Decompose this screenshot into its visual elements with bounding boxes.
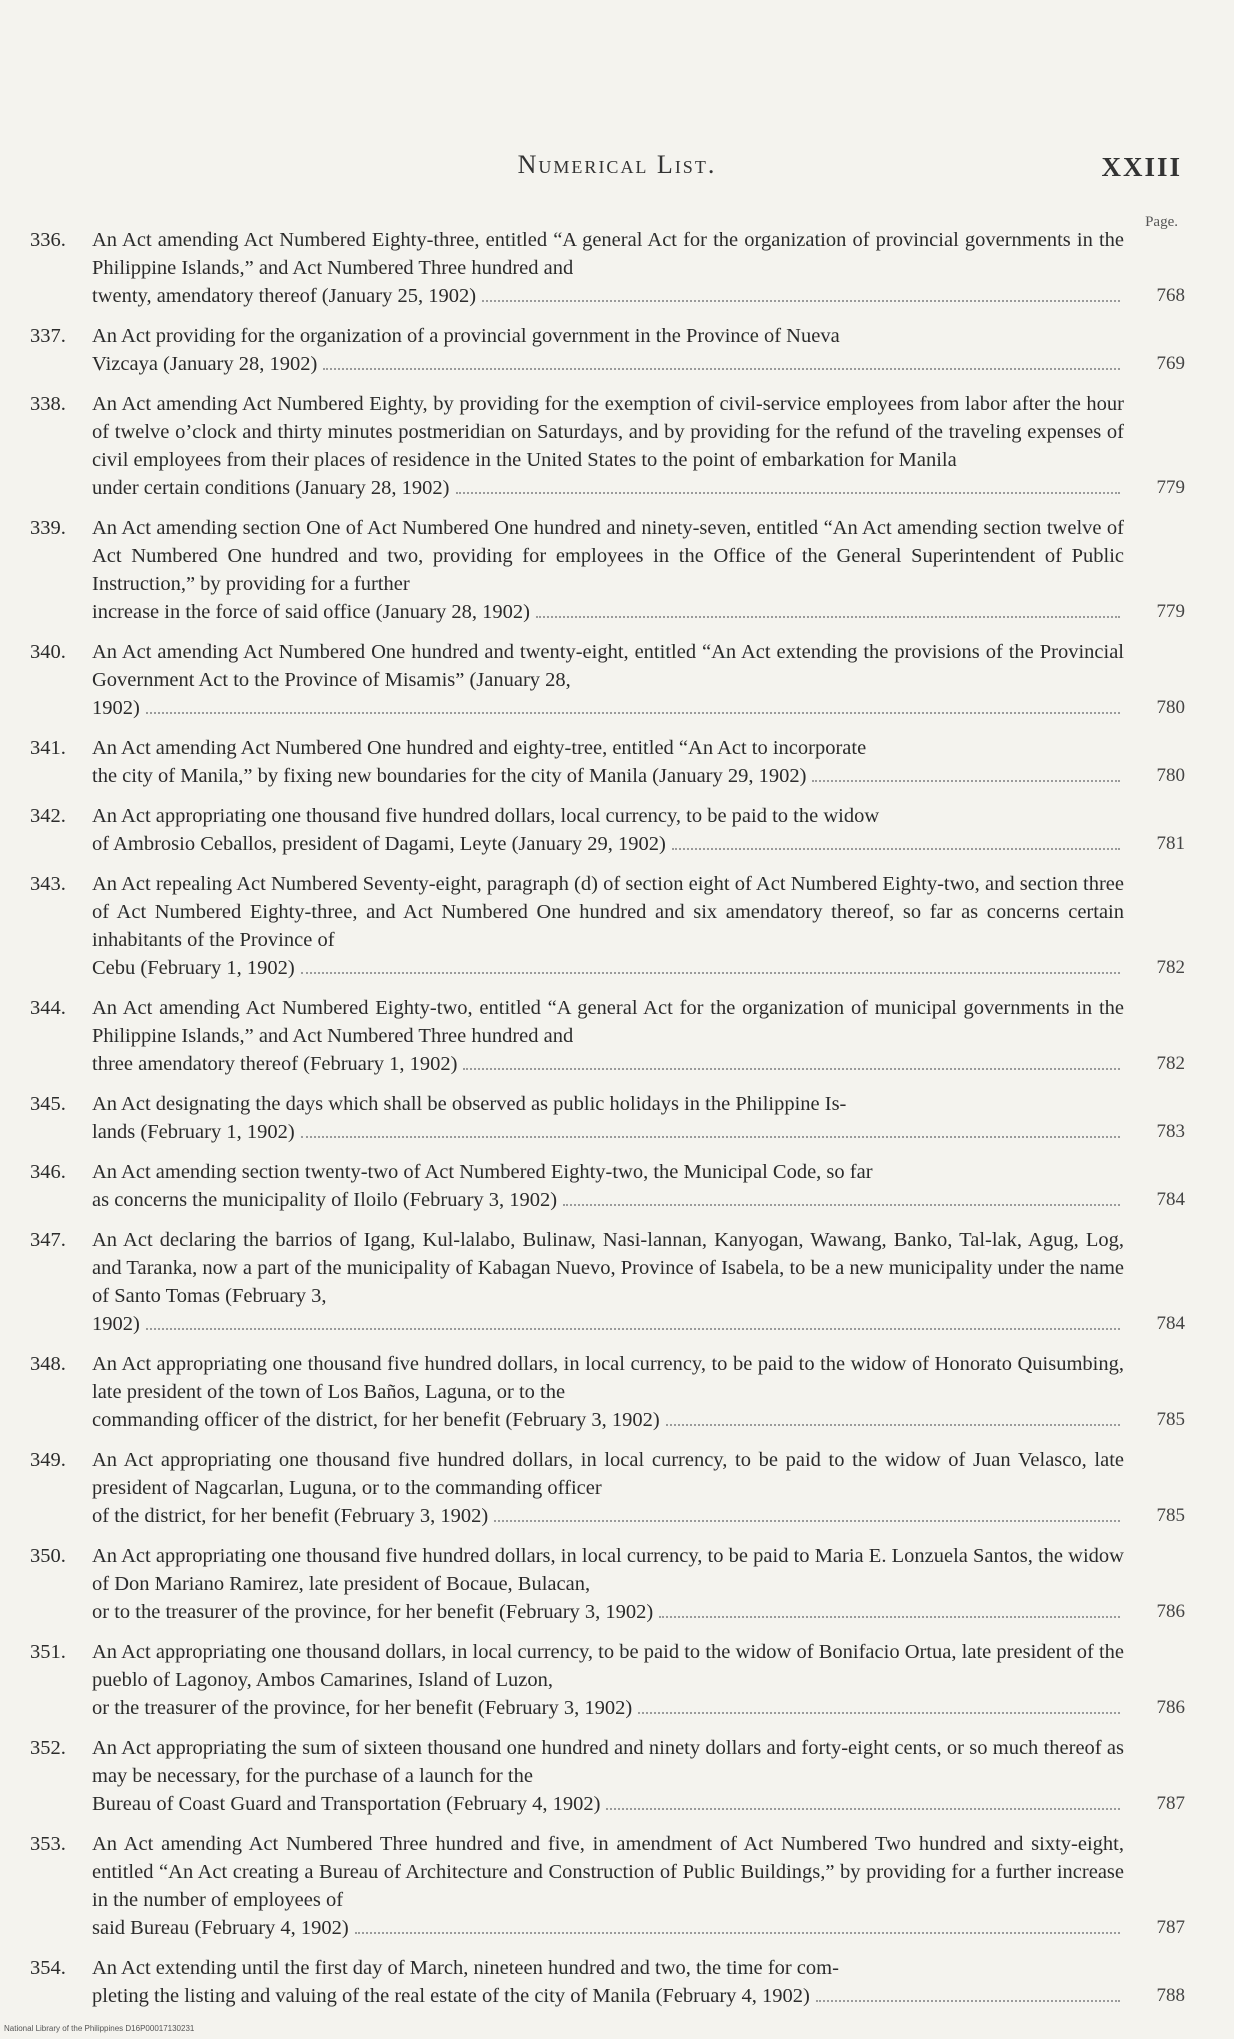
leader-dots bbox=[638, 1712, 1120, 1714]
act-page: 783 bbox=[1156, 1121, 1185, 1142]
act-text-end: three amendatory thereof (February 1, 1902) bbox=[92, 1053, 458, 1075]
act-page: 782 bbox=[1156, 1053, 1185, 1074]
act-text: An Act appropriating one thousand dollars, in local currency, to be paid to the widow of Bonifacio Ortua, late president of the pueblo of Lagonoy, Ambos Camarines, Island of Luzon, bbox=[92, 1641, 1124, 1691]
act-number: 339. bbox=[30, 517, 66, 539]
act-page: 779 bbox=[1156, 601, 1185, 622]
act-number: 340. bbox=[30, 641, 66, 663]
act-description bbox=[92, 390, 1130, 502]
act-last-line bbox=[92, 1310, 1124, 1338]
leader-dots bbox=[482, 300, 1120, 302]
act-last-line bbox=[92, 282, 1124, 310]
list-item bbox=[30, 638, 1185, 722]
acts-list bbox=[30, 226, 1185, 2022]
leader-dots bbox=[355, 1932, 1120, 1934]
act-page: 788 bbox=[1156, 1985, 1185, 2006]
act-text: An Act appropriating one thousand five hundred dollars, in local currency, to be paid to Maria E. Lonzuela Santos, the widow of Don Mariano Ramirez, late president of Bocaue, Bulacan, bbox=[92, 1545, 1124, 1595]
act-text: An Act amending Act Numbered Three hundred and five, in amendment of Act Numbered Two hundred and sixty-eight, entitled “An Act creating a Bureau of Architecture and Construction of Public Buildings,” by providing for a further increase in the number of employees of bbox=[92, 1833, 1124, 1911]
page-number: XXIII bbox=[1101, 152, 1182, 182]
act-text: An Act declaring the barrios of Igang, Kul-lalabo, Bulinaw, Nasi-lannan, Kanyogan, Wawang, Banko, Tal-lak, Agug, Log, and Taranka, now a part of the municipality of Kabagan Nuevo, Province of Isabela, to be a new municipality under the name of Santo Tomas (February 3, bbox=[92, 1229, 1124, 1307]
act-page: 784 bbox=[1156, 1189, 1185, 1210]
act-number: 348. bbox=[30, 1353, 66, 1375]
act-description bbox=[92, 734, 1130, 790]
leader-dots bbox=[606, 1808, 1120, 1810]
leader-dots bbox=[563, 1204, 1120, 1206]
leader-dots bbox=[666, 1424, 1120, 1426]
act-number: 351. bbox=[30, 1641, 66, 1663]
act-page: 781 bbox=[1156, 833, 1185, 854]
act-text: An Act amending Act Numbered One hundred and eighty-tree, entitled “An Act to incorporate bbox=[92, 737, 867, 759]
act-description bbox=[92, 1734, 1130, 1818]
act-last-line bbox=[92, 1914, 1124, 1942]
act-page: 787 bbox=[1156, 1917, 1185, 1938]
footer-stamp: National Library of the Philippines D16P00017130231 bbox=[4, 2024, 195, 2033]
act-page: 786 bbox=[1156, 1697, 1185, 1718]
list-item bbox=[30, 322, 1185, 378]
leader-dots bbox=[536, 616, 1120, 618]
act-page: 784 bbox=[1156, 1313, 1185, 1334]
leader-dots bbox=[812, 780, 1120, 782]
act-text-end: twenty, amendatory thereof (January 25, 1902) bbox=[92, 285, 477, 307]
act-number: 344. bbox=[30, 997, 66, 1019]
act-text-end: 1902) bbox=[92, 1313, 140, 1335]
act-text: An Act amending section twenty-two of Act Numbered Eighty-two, the Municipal Code, so far bbox=[92, 1161, 873, 1183]
list-item bbox=[30, 1158, 1185, 1214]
act-text-end: 1902) bbox=[92, 697, 140, 719]
act-page: 782 bbox=[1156, 957, 1185, 978]
act-description bbox=[92, 1542, 1130, 1626]
act-last-line bbox=[92, 762, 1124, 790]
act-text: An Act appropriating one thousand five hundred dollars, in local currency, to be paid to the widow of Juan Velasco, late president of Nagcarlan, Luguna, or to the commanding officer bbox=[92, 1449, 1124, 1499]
list-item bbox=[30, 1638, 1185, 1722]
act-text-end: increase in the force of said office (January 28, 1902) bbox=[92, 601, 530, 623]
act-text: An Act appropriating one thousand five hundred dollars, in local currency, to be paid to the widow of Honorato Quisumbing, late president of the town of Los Baños, Laguna, or to the bbox=[92, 1353, 1124, 1403]
act-page: 785 bbox=[1156, 1409, 1185, 1430]
act-page: 779 bbox=[1156, 477, 1185, 498]
act-number: 349. bbox=[30, 1449, 66, 1471]
act-number: 346. bbox=[30, 1161, 66, 1183]
act-description bbox=[92, 1638, 1130, 1722]
list-item bbox=[30, 1226, 1185, 1338]
leader-dots bbox=[146, 1328, 1120, 1330]
leader-dots bbox=[816, 2000, 1120, 2002]
act-text: An Act appropriating the sum of sixteen thousand one hundred and ninety dollars and forty-eight cents, or so much thereof as may be necessary, for the purchase of a launch for the bbox=[92, 1737, 1124, 1787]
act-text: An Act amending Act Numbered Eighty-three, entitled “A general Act for the organization of provincial governments in the Philippine Islands,” and Act Numbered Three hundred and bbox=[92, 229, 1124, 279]
page-title: Numerical List. bbox=[517, 150, 717, 179]
act-last-line bbox=[92, 830, 1124, 858]
act-last-line bbox=[92, 1118, 1124, 1146]
act-description bbox=[92, 322, 1130, 378]
act-description bbox=[92, 1090, 1130, 1146]
act-last-line bbox=[92, 694, 1124, 722]
leader-dots bbox=[456, 492, 1120, 494]
list-item bbox=[30, 1542, 1185, 1626]
act-page: 780 bbox=[1156, 765, 1185, 786]
act-last-line bbox=[92, 1790, 1124, 1818]
list-item bbox=[30, 994, 1185, 1078]
act-text: An Act providing for the organization of a provincial government in the Province of Nueva bbox=[92, 325, 840, 347]
list-item bbox=[30, 1446, 1185, 1530]
act-text-end: Bureau of Coast Guard and Transportation (February 4, 1902) bbox=[92, 1793, 601, 1815]
act-text-end: of Ambrosio Ceballos, president of Dagami, Leyte (January 29, 1902) bbox=[92, 833, 666, 855]
act-last-line bbox=[92, 1186, 1124, 1214]
act-text-end: lands (February 1, 1902) bbox=[92, 1121, 295, 1143]
leader-dots bbox=[463, 1068, 1120, 1070]
list-item bbox=[30, 734, 1185, 790]
act-number: 345. bbox=[30, 1093, 66, 1115]
act-number: 337. bbox=[30, 325, 66, 347]
act-text-end: the city of Manila,” by fixing new boundaries for the city of Manila (January 29, 1902) bbox=[92, 765, 807, 787]
act-description bbox=[92, 1830, 1130, 1942]
act-number: 347. bbox=[30, 1229, 66, 1251]
act-page: 780 bbox=[1156, 697, 1185, 718]
act-text-end: commanding officer of the district, for her benefit (February 3, 1902) bbox=[92, 1409, 660, 1431]
act-last-line bbox=[92, 1598, 1124, 1626]
act-page: 787 bbox=[1156, 1793, 1185, 1814]
leader-dots bbox=[659, 1616, 1120, 1618]
act-last-line bbox=[92, 954, 1124, 982]
act-text: An Act amending Act Numbered One hundred and twenty-eight, entitled “An Act extending the provisions of the Provincial Government Act to the Province of Misamis” (January 28, bbox=[92, 641, 1124, 691]
page-column-label: Page. bbox=[1145, 214, 1178, 230]
list-item bbox=[30, 1090, 1185, 1146]
act-text: An Act amending section One of Act Numbered One hundred and ninety-seven, entitled “An Act amending section twelve of Act Numbered One hundred and two, providing for employees in the Office of the General Superintendent of Public Instruction,” by providing for a further bbox=[92, 517, 1124, 595]
list-item bbox=[30, 1830, 1185, 1942]
list-item bbox=[30, 802, 1185, 858]
act-description bbox=[92, 514, 1130, 626]
act-description bbox=[92, 1226, 1130, 1338]
act-last-line bbox=[92, 1502, 1124, 1530]
act-number: 343. bbox=[30, 873, 66, 895]
act-text-end: of the district, for her benefit (February 3, 1902) bbox=[92, 1505, 489, 1527]
act-number: 352. bbox=[30, 1737, 66, 1759]
list-item bbox=[30, 1350, 1185, 1434]
act-last-line bbox=[92, 474, 1124, 502]
act-page: 786 bbox=[1156, 1601, 1185, 1622]
act-description bbox=[92, 1446, 1130, 1530]
act-last-line bbox=[92, 1406, 1124, 1434]
act-page: 769 bbox=[1156, 353, 1185, 374]
leader-dots bbox=[301, 972, 1120, 974]
act-number: 354. bbox=[30, 1957, 66, 1979]
act-text-end: Vizcaya (January 28, 1902) bbox=[92, 353, 318, 375]
leader-dots bbox=[494, 1520, 1120, 1522]
act-text-end: as concerns the municipality of Iloilo (February 3, 1902) bbox=[92, 1189, 558, 1211]
act-text-end: under certain conditions (January 28, 1902) bbox=[92, 477, 450, 499]
act-text: An Act repealing Act Numbered Seventy-eight, paragraph (d) of section eight of Act Numbered Eighty-two, and section three of Act Numbered Eighty-three, and Act Numbered One hundred and six amendatory thereof, so far as concerns certain inhabitants of the Province of bbox=[92, 873, 1124, 951]
act-text: An Act amending Act Numbered Eighty-two, entitled “A general Act for the organization of municipal governments in the Philippine Islands,” and Act Numbered Three hundred and bbox=[92, 997, 1124, 1047]
act-text-end: or to the treasurer of the province, for her benefit (February 3, 1902) bbox=[92, 1601, 654, 1623]
act-description bbox=[92, 870, 1130, 982]
act-page: 785 bbox=[1156, 1505, 1185, 1526]
leader-dots bbox=[301, 1136, 1120, 1138]
act-text-end: said Bureau (February 4, 1902) bbox=[92, 1917, 349, 1939]
list-item bbox=[30, 390, 1185, 502]
act-last-line bbox=[92, 1982, 1124, 2010]
act-text: An Act amending Act Numbered Eighty, by providing for the exemption of civil-service employees from labor after the hour of twelve o’clock and thirty minutes postmeridian on Saturdays, and by providing for the refund of the traveling expenses of civil employees from their places of residence in the United States to the point of embarkation for Manila bbox=[92, 393, 1124, 471]
act-text-end: or the treasurer of the province, for her benefit (February 3, 1902) bbox=[92, 1697, 633, 1719]
act-text: An Act appropriating one thousand five hundred dollars, local currency, to be paid to the widow bbox=[92, 805, 880, 827]
act-number: 353. bbox=[30, 1833, 66, 1855]
act-last-line bbox=[92, 1050, 1124, 1078]
act-description bbox=[92, 994, 1130, 1078]
act-number: 342. bbox=[30, 805, 66, 827]
act-text-end: Cebu (February 1, 1902) bbox=[92, 957, 295, 979]
leader-dots bbox=[323, 368, 1120, 370]
act-text-end: pleting the listing and valuing of the real estate of the city of Manila (February 4, 1902) bbox=[92, 1985, 810, 2007]
act-description bbox=[92, 638, 1130, 722]
act-description bbox=[92, 1350, 1130, 1434]
act-number: 336. bbox=[30, 229, 66, 251]
act-number: 341. bbox=[30, 737, 66, 759]
act-description bbox=[92, 1158, 1130, 1214]
list-item bbox=[30, 870, 1185, 982]
act-description bbox=[92, 802, 1130, 858]
list-item bbox=[30, 226, 1185, 310]
list-item bbox=[30, 514, 1185, 626]
list-item bbox=[30, 1734, 1185, 1818]
act-last-line bbox=[92, 350, 1124, 378]
act-number: 350. bbox=[30, 1545, 66, 1567]
act-description bbox=[92, 226, 1130, 310]
act-last-line bbox=[92, 1694, 1124, 1722]
act-text: An Act extending until the first day of March, nineteen hundred and two, the time for com- bbox=[92, 1957, 839, 1979]
act-last-line bbox=[92, 598, 1124, 626]
leader-dots bbox=[672, 848, 1120, 850]
act-page: 768 bbox=[1156, 285, 1185, 306]
act-description bbox=[92, 1954, 1130, 2010]
list-item bbox=[30, 1954, 1185, 2010]
act-text: An Act designating the days which shall be observed as public holidays in the Philippine Is- bbox=[92, 1093, 847, 1115]
act-number: 338. bbox=[30, 393, 66, 415]
leader-dots bbox=[146, 712, 1120, 714]
